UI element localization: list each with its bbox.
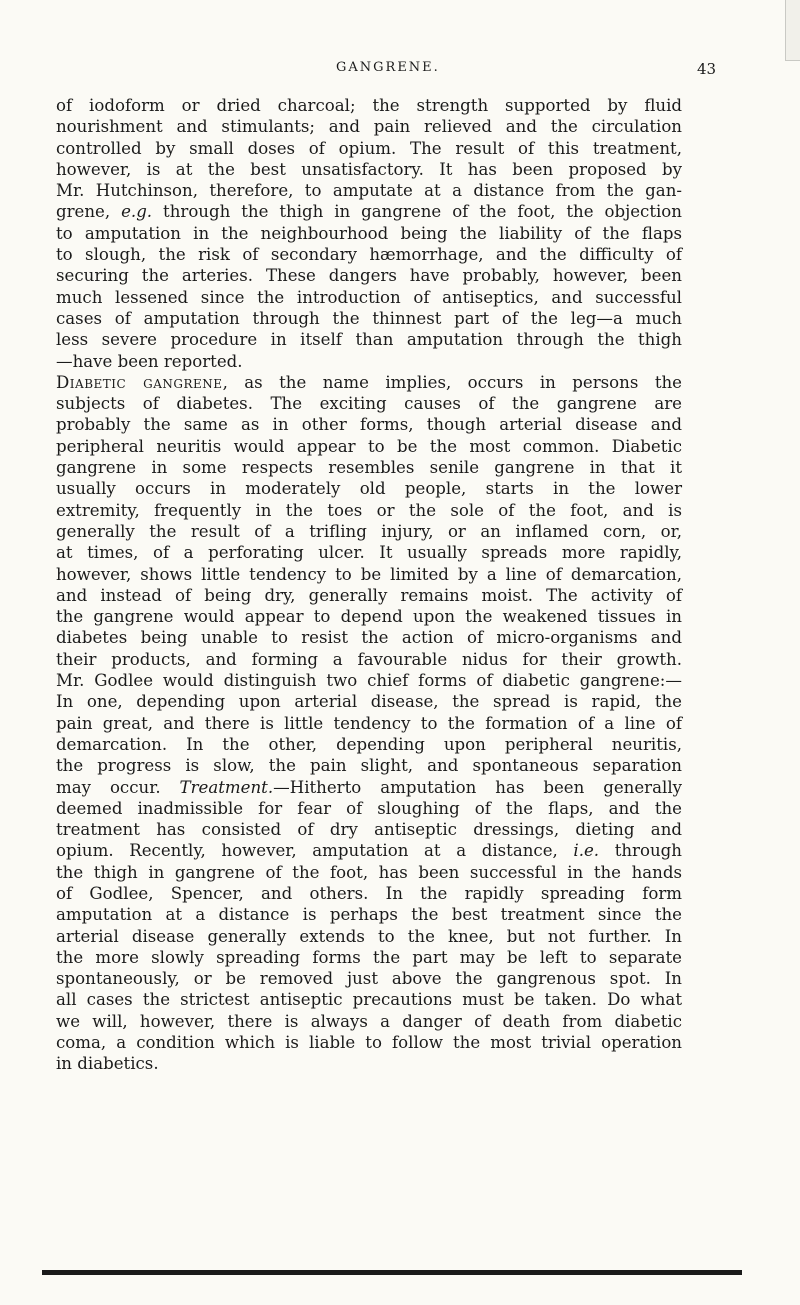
text-line: of Godlee, Spencer, and others. In the rapidly spreading form xyxy=(56,883,682,903)
text-line: probably the same as in other forms, though arterial disease and xyxy=(56,415,682,435)
text-line: may occur. Treatment.—Hitherto amputation has been generally xyxy=(56,777,682,797)
bottom-rule xyxy=(42,1270,742,1275)
text-line: all cases the strictest antiseptic precautions must be taken. Do what xyxy=(56,990,682,1010)
text-line: the gangrene would appear to depend upon the weakened tissues in xyxy=(56,607,682,627)
text-line: generally the result of a trifling injury, or an inflamed corn, or, xyxy=(56,521,682,541)
text-line: usually occurs in moderately old people, starts in the lower xyxy=(56,479,682,499)
running-head-title: GANGRENE. xyxy=(336,60,440,75)
text-line: spontaneously, or be removed just above the gangrenous spot. In xyxy=(56,969,682,989)
text-line: Mr. Godlee would distinguish two chief forms of diabetic gangrene:— xyxy=(56,671,682,691)
text-line: however, shows little tendency to be limited by a line of demarcation, xyxy=(56,564,682,584)
text-line: peripheral neuritis would appear to be the most common. Diabetic xyxy=(56,436,682,456)
text-line: in diabetics. xyxy=(56,1054,159,1074)
text-line: —have been reported. xyxy=(56,351,243,371)
text-line: of iodoform or dried charcoal; the strength supported by fluid xyxy=(56,96,682,115)
text-line: cases of amputation through the thinnest part of the leg—a much xyxy=(56,308,682,328)
body-text xyxy=(56,95,682,1075)
text-line: however, is at the best unsatisfactory. It has been proposed by xyxy=(56,159,682,179)
text-line: securing the arteries. These dangers have probably, however, been xyxy=(56,266,682,286)
text-line: treatment has consisted of dry antiseptic dressings, dieting and xyxy=(56,820,682,840)
text-line: demarcation. In the other, depending upon peripheral neuritis, xyxy=(56,734,682,754)
text-line: and instead of being dry, generally remains moist. The activity of xyxy=(56,585,682,605)
text-line: their products, and forming a favourable nidus for their growth. xyxy=(56,649,682,669)
text-line: arterial disease generally extends to the knee, but not further. In xyxy=(56,926,682,946)
text-line: diabetes being unable to resist the action of micro-organisms and xyxy=(56,628,682,648)
section-heading-line: Diabetic gangrene, as the name implies, occurs in persons the xyxy=(56,372,682,392)
running-head xyxy=(0,60,800,84)
text-line: Mr. Hutchinson, therefore, to amputate at a distance from the gan- xyxy=(56,181,682,201)
text-line: grene, e.g. through the thigh in gangrene of the foot, the objection xyxy=(56,202,682,222)
text-line: deemed inadmissible for fear of sloughing of the flaps, and the xyxy=(56,798,682,818)
text-line: amputation at a distance is perhaps the best treatment since the xyxy=(56,905,682,925)
text-line: controlled by small doses of opium. The result of this treatment, xyxy=(56,138,682,158)
text-line: subjects of diabetes. The exciting causes of the gangrene are xyxy=(56,394,682,414)
text-line: extremity, frequently in the toes or the sole of the foot, and is xyxy=(56,500,682,520)
text-line: the more slowly spreading forms the part may be left to separate xyxy=(56,947,682,967)
text-line: to amputation in the neighbourhood being the liability of the flaps xyxy=(56,223,682,243)
text-line: the thigh in gangrene of the foot, has been successful in the hands xyxy=(56,862,682,882)
text-line: the progress is slow, the pain slight, and spontaneous separation xyxy=(56,756,682,776)
text-line: coma, a condition which is liable to follow the most trivial operation xyxy=(56,1033,682,1053)
page-number: 43 xyxy=(697,60,717,78)
text-line: nourishment and stimulants; and pain relieved and the circulation xyxy=(56,117,682,137)
page-edge xyxy=(785,0,800,61)
text-line: to slough, the risk of secondary hæmorrhage, and the difficulty of xyxy=(56,245,682,265)
text-line: pain great, and there is little tendency to the formation of a line of xyxy=(56,713,682,733)
text-line: much lessened since the introduction of antiseptics, and successful xyxy=(56,287,682,307)
text-line: gangrene in some respects resembles senile gangrene in that it xyxy=(56,458,682,478)
text-line: less severe procedure in itself than amputation through the thigh xyxy=(56,330,682,350)
text-line: at times, of a perforating ulcer. It usually spreads more rapidly, xyxy=(56,543,682,563)
text-line: we will, however, there is always a danger of death from diabetic xyxy=(56,1011,682,1031)
text-line: opium. Recently, however, amputation at a distance, i.e. through xyxy=(56,841,682,861)
text-line: In one, depending upon arterial disease, the spread is rapid, the xyxy=(56,692,682,712)
